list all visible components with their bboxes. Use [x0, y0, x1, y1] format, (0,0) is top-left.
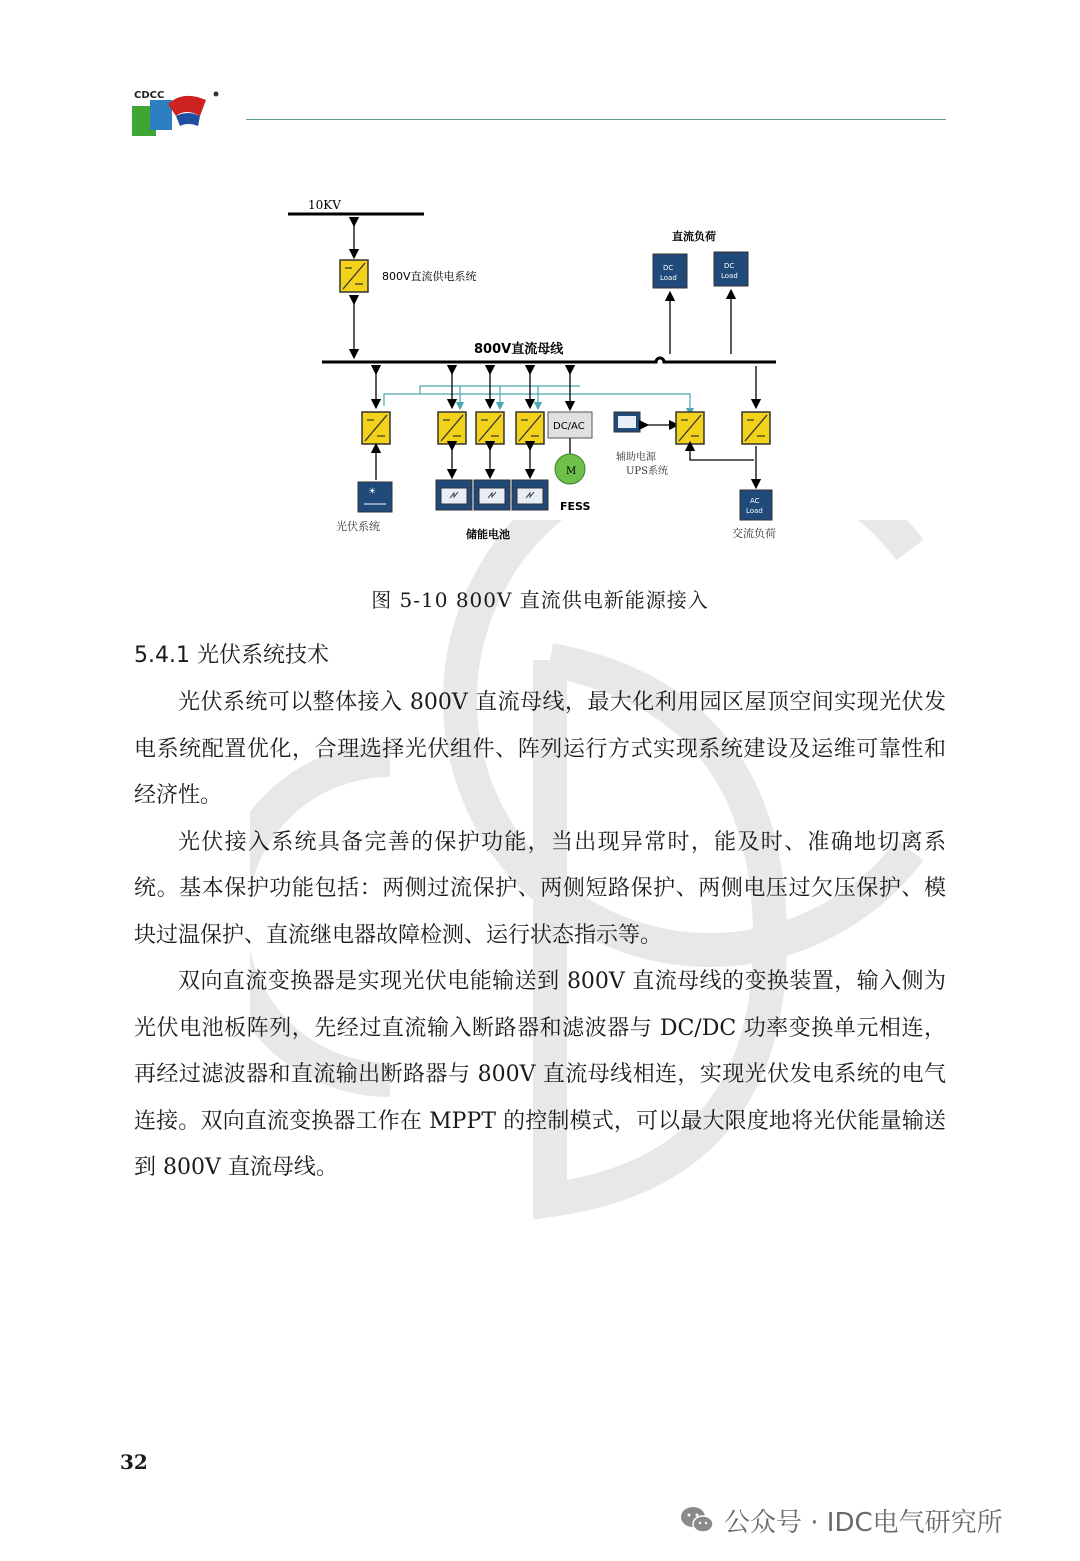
system-diagram	[280, 190, 800, 550]
footer-brand	[680, 1500, 1003, 1540]
svg-text:DC: DC	[724, 262, 735, 270]
cdcc-logo	[128, 82, 228, 142]
label-10kv: 10KV	[308, 198, 341, 212]
body-text	[134, 680, 946, 1192]
svg-text:Load: Load	[721, 272, 738, 280]
svg-text:DC: DC	[663, 264, 674, 272]
svg-text:CDCC: CDCC	[134, 90, 165, 101]
svg-text:Load: Load	[746, 507, 763, 515]
label-pv: 光伏系统	[336, 520, 380, 533]
paragraph: 光伏接入系统具备完善的保护功能，当出现异常时，能及时、准确地切离系统。基本保护功能包括：两侧过流保护、两侧短路保护、两侧电压过欠压保护、模块过温保护、直流继电器故障检测、运行状态指示等。	[134, 829, 946, 948]
label-battery: 储能电池	[466, 528, 510, 541]
header-rule	[246, 119, 946, 120]
svg-text:Load: Load	[660, 274, 677, 282]
label-dc-load-group: 直流负荷	[672, 230, 716, 243]
svg-text:M: M	[566, 466, 577, 477]
wechat-icon	[680, 1505, 714, 1535]
label-dcac: DC/AC	[553, 421, 585, 432]
paragraph: 光伏系统可以整体接入 800V 直流母线，最大化利用园区屋顶空间实现光伏发电系统配置优化，合理选择光伏组件、阵列运行方式实现系统建设及运维可靠性和经济性。	[134, 690, 946, 808]
paragraph: 双向直流变换器是实现光伏电能输送到 800V 直流母线的变换装置，输入侧为光伏电池板阵列，先经过直流输入断路器和滤波器与 DC/DC 功率变换单元相连，再经过滤波器和直流输出断路器与 800V 直流母线相连，实现光伏发电系统的电气连接。双向直流变换器工作在 MPPT 的控制模式，可以最大限度地将光伏能量输送到 800V 直流母线。	[134, 969, 946, 1180]
section-title: 5.4.1 光伏系统技术	[134, 643, 329, 668]
label-fess: FESS	[560, 500, 591, 513]
svg-text:☀: ☀	[368, 487, 377, 497]
page-number: 32	[120, 1450, 148, 1474]
label-aux-2: UPS系统	[626, 466, 669, 477]
svg-text:AC: AC	[750, 497, 760, 505]
figure-caption: 图 5-10 800V 直流供电新能源接入	[371, 588, 709, 612]
label-aux-1: 辅助电源	[616, 452, 656, 463]
label-800v-bus: 800V直流母线	[474, 342, 564, 357]
label-ac-load-group: 交流负荷	[732, 527, 776, 540]
label-supply: 800V直流供电系统	[382, 270, 477, 283]
footer-brand-text: 公众号 · IDC电气研究所	[724, 1507, 1003, 1538]
